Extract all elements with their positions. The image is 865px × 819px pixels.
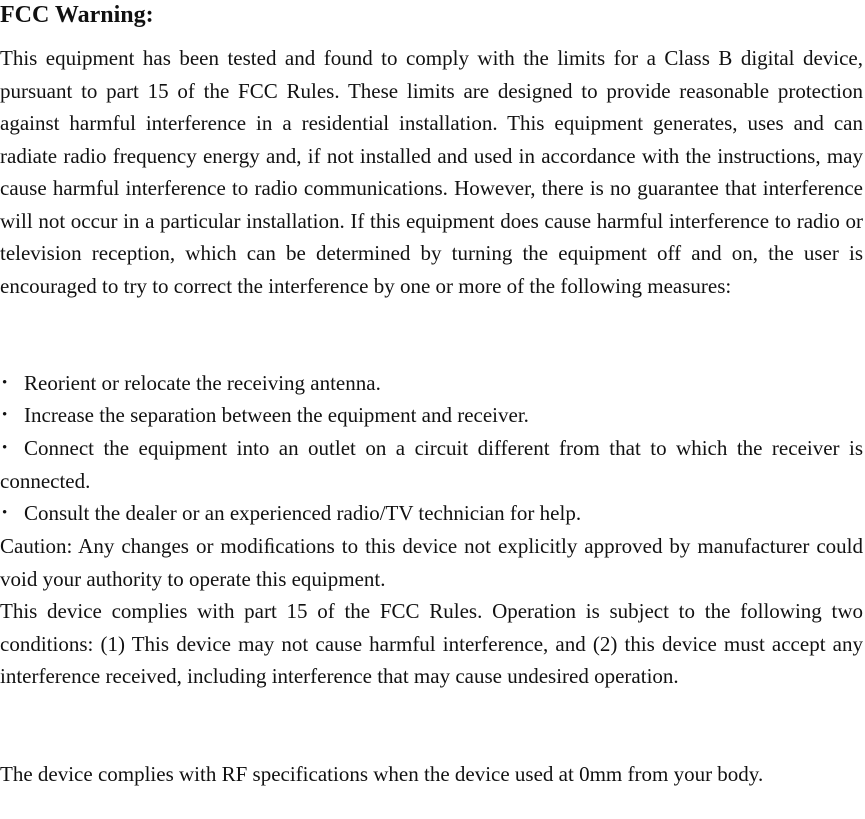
- page-title: FCC Warning:: [0, 2, 154, 28]
- measure-text: Consult the dealer or an experienced radio/TV technician for help.: [24, 501, 582, 525]
- bullet-icon: •: [2, 407, 8, 423]
- measure-item: [0, 399, 863, 432]
- measure-item: [0, 367, 863, 400]
- bullet-icon: •: [2, 505, 8, 521]
- intro-paragraph: This equipment has been tested and found to comply with the limits for a Class B digital device, pursuant to part 15 of the FCC Rules. These limits are designed to provide reasonable protection against harmful interference in a residential installation. This equipment generates, uses and can radiate radio frequency energy and, if not installed and used in accordance with the instructions, may cause harmful interference to radio communications. However, there is no guarantee that interference will not occur in a particular installation. If this equipment does cause harmful interference to radio or television reception, which can be determined by turning the equipment off and on, the user is encouraged to try to correct the interference by one or more of the following measures:: [0, 46, 863, 298]
- measure-text: Increase the separation between the equipment and receiver.: [24, 403, 529, 427]
- caution-paragraph: Caution: Any changes or modiﬁcations to this device not explicitly approved by manufacturer could void your authority to operate this equipment.: [0, 534, 863, 591]
- measure-item: [0, 497, 863, 530]
- conditions-paragraph: This device complies with part 15 of the FCC Rules. Operation is subject to the following two conditions: (1) This device may not cause harmful interference, and (2) this device must accept any interference received, including interference that may cause undesired operation.: [0, 599, 863, 688]
- measure-text: Connect the equipment into an outlet on a circuit different from that to which the receiver is connected.: [0, 436, 863, 493]
- bullet-icon: •: [2, 440, 8, 456]
- measure-text: Reorient or relocate the receiving antenna.: [24, 371, 381, 395]
- bullet-icon: •: [2, 375, 8, 391]
- rf-statement-paragraph: The device complies with RF specifications when the device used at 0mm from your body.: [0, 762, 764, 786]
- measure-item: [0, 432, 863, 497]
